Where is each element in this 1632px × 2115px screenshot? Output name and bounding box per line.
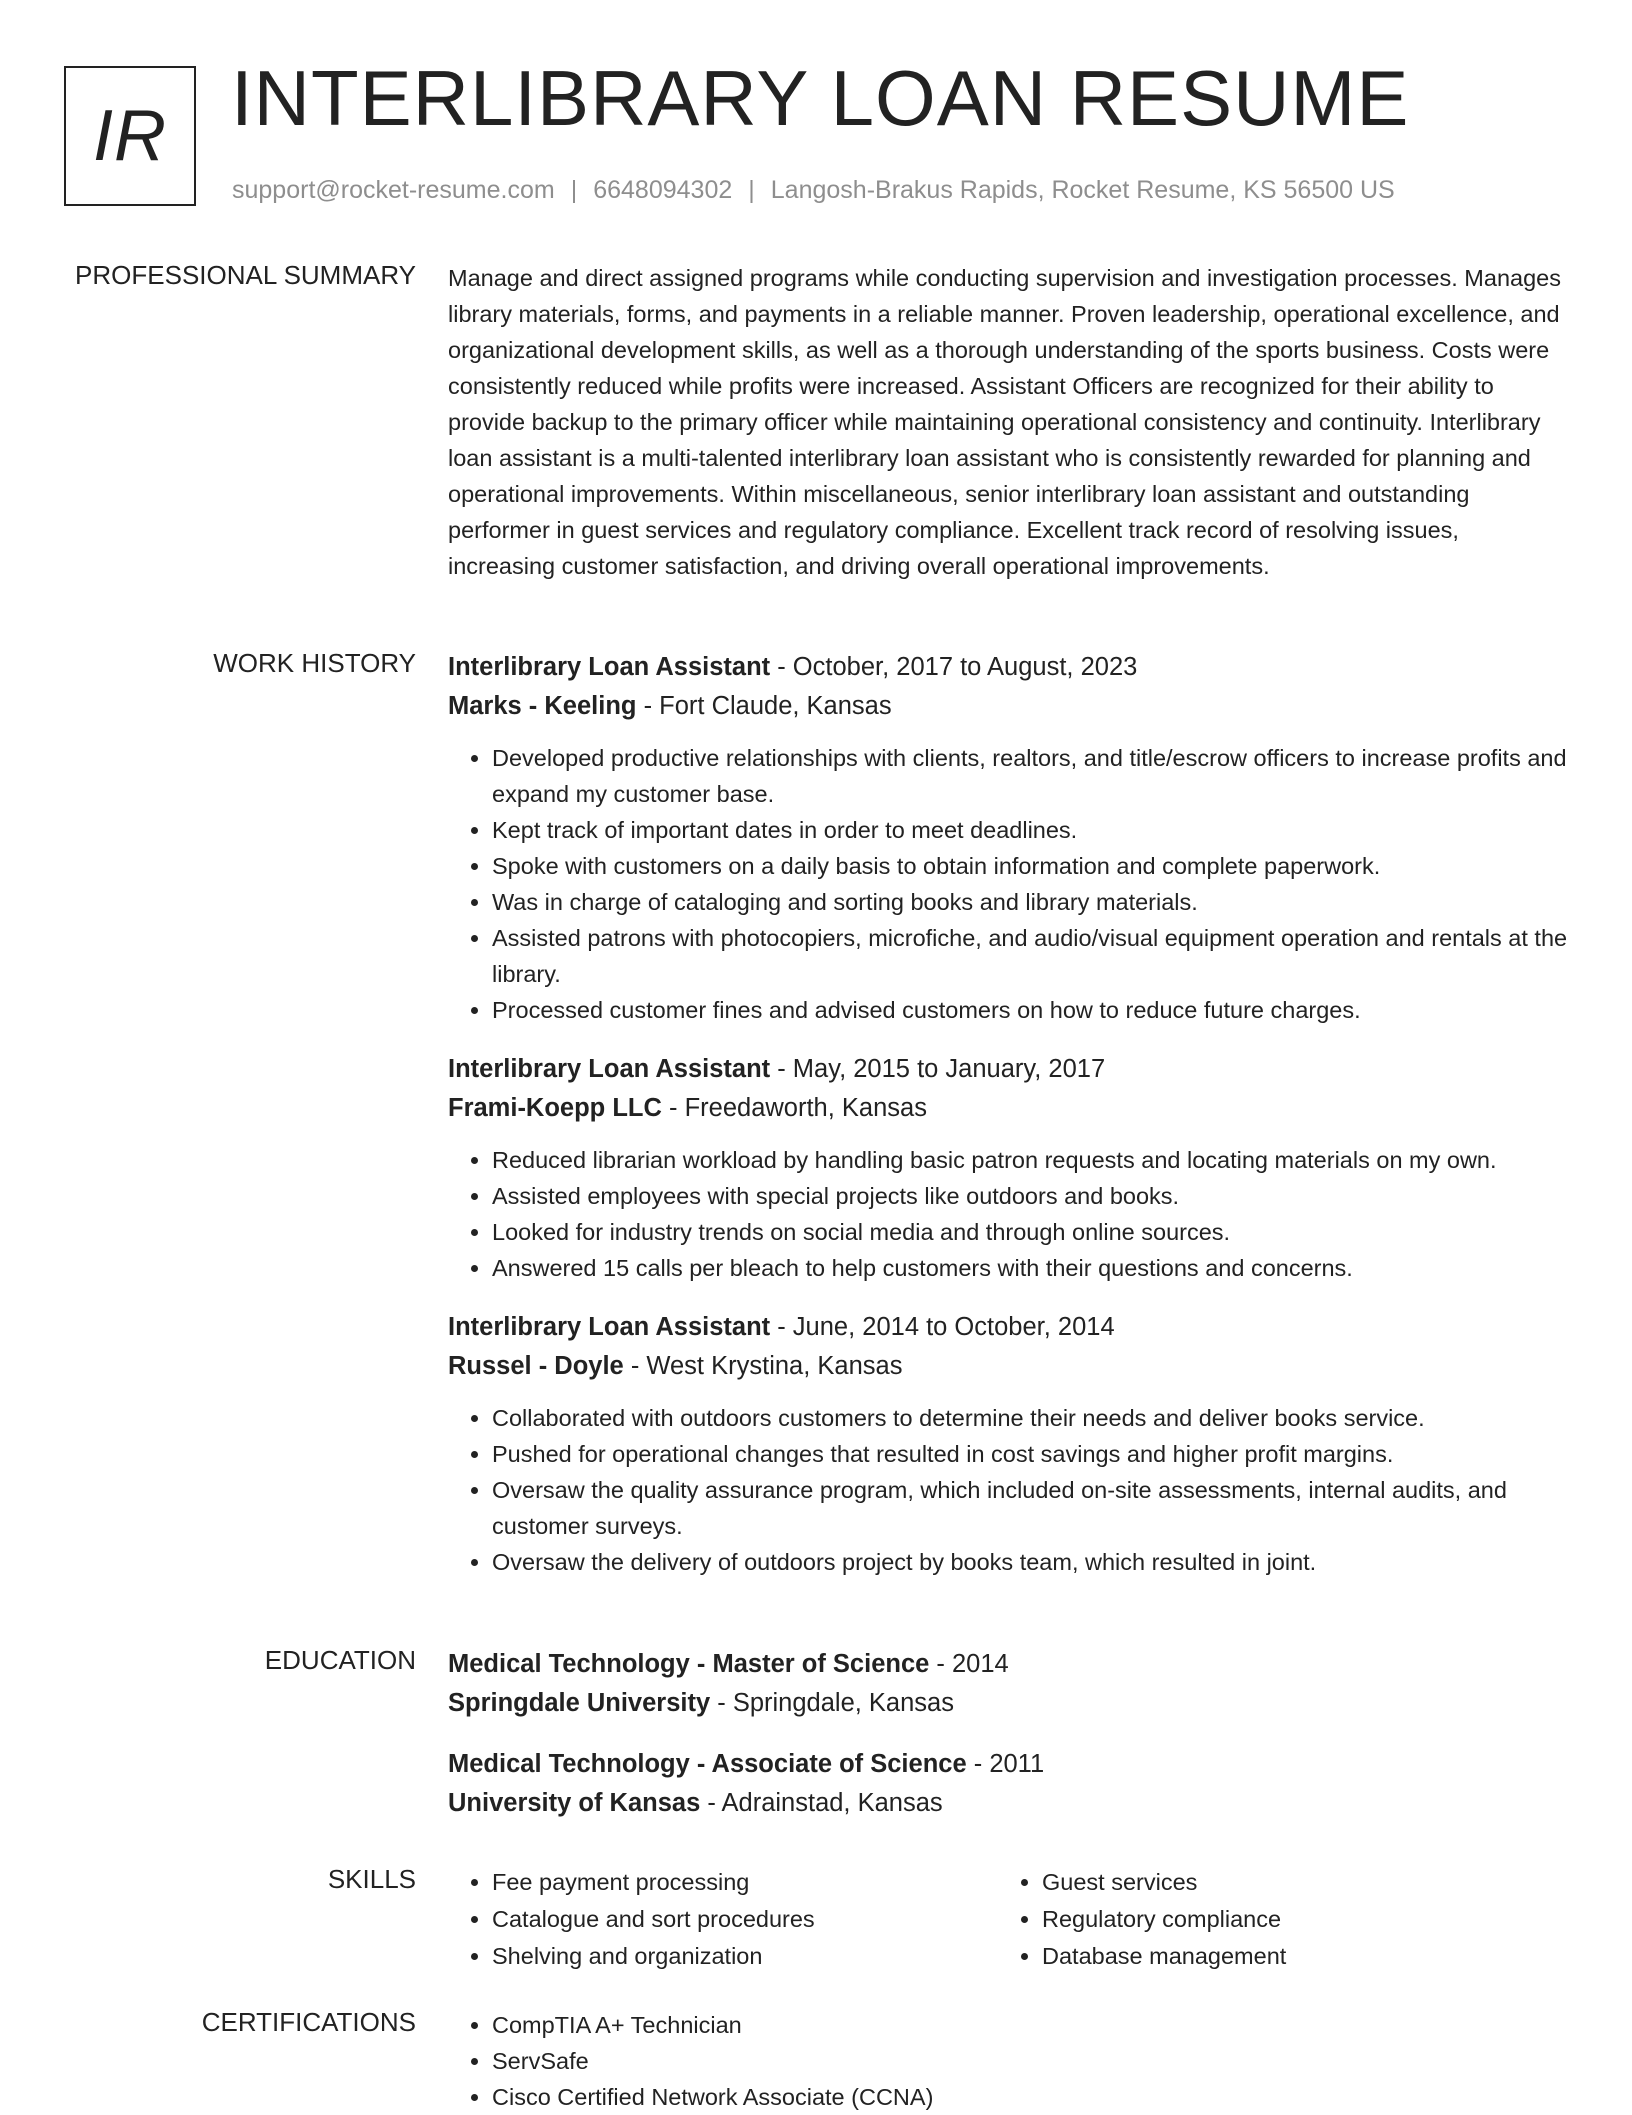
contact-phone[interactable]: 6648094302 [593, 176, 733, 204]
job-bullet: • Oversaw the quality assurance program, which included on-site assessments, internal audits, and customer surveys. [492, 1472, 1568, 1544]
skill-item: • Fee payment processing [492, 1864, 998, 1901]
job-bullet: • Looked for industry trends on social media and through online sources. [492, 1214, 1568, 1250]
job-location: - Freedaworth, Kansas [661, 1094, 927, 1122]
job-bullet: • Kept track of important dates in order to meet deadlines. [492, 812, 1568, 848]
degree-line [448, 1645, 1568, 1684]
job-location: - West Krystina, Kansas [623, 1352, 903, 1380]
job-title-line [448, 1308, 1568, 1347]
skills-grid [448, 1864, 1568, 1975]
skill-item: • Catalogue and sort procedures [492, 1901, 998, 1938]
skills-list-left [448, 1864, 998, 1975]
job-bullet: • Developed productive relationships with clients, realtors, and title/escrow officers to increase profits and expand my customer base. [492, 740, 1568, 812]
contact-separator: | [748, 176, 755, 204]
job-bullet: • Processed customer fines and advised customers on how to reduce future charges. [492, 992, 1568, 1028]
job-company-line [448, 687, 1568, 726]
education-entry [448, 1745, 1568, 1823]
skill-item: • Database management [1042, 1938, 1548, 1975]
contact-line [232, 176, 1395, 205]
job-entry [448, 1050, 1568, 1286]
job-dates: - June, 2014 to October, 2014 [770, 1313, 1115, 1341]
job-title: Interlibrary Loan Assistant [448, 1313, 771, 1341]
contact-address: Langosh-Brakus Rapids, Rocket Resume, KS 56500 US [770, 176, 1395, 204]
school-location: - Springdale, Kansas [710, 1689, 954, 1717]
job-bullets [448, 740, 1568, 1028]
job-bullet: • Was in charge of cataloging and sorting books and library materials. [492, 884, 1568, 920]
job-bullets [448, 1400, 1568, 1580]
skills-list-right [998, 1864, 1548, 1975]
degree-line [448, 1745, 1568, 1784]
job-bullet: • Assisted employees with special projects like outdoors and books. [492, 1178, 1568, 1214]
skill-item: • Shelving and organization [492, 1938, 998, 1975]
skill-item: • Regulatory compliance [1042, 1901, 1548, 1938]
job-company: Frami-Koepp LLC [448, 1094, 662, 1122]
job-bullet: • Pushed for operational changes that resulted in cost savings and higher profit margins. [492, 1436, 1568, 1472]
job-bullet: • Assisted patrons with photocopiers, microfiche, and audio/visual equipment operation and rentals at the library. [492, 920, 1568, 992]
section-label-skills: SKILLS [327, 1864, 416, 1894]
section-label-education: EDUCATION [264, 1645, 416, 1675]
certification-item: • Cisco Certified Network Associate (CCNA) [492, 2079, 1568, 2115]
section-label-summary: PROFESSIONAL SUMMARY [75, 260, 416, 290]
school-location: - Adrainstad, Kansas [700, 1789, 943, 1817]
monogram-badge: IR [64, 66, 196, 206]
degree-year: - 2011 [966, 1750, 1045, 1778]
skill-item: • Guest services [1042, 1864, 1548, 1901]
certification-item: • ServSafe [492, 2043, 1568, 2079]
job-company: Russel - Doyle [448, 1352, 624, 1380]
section-label-work-history: WORK HISTORY [213, 648, 416, 678]
contact-email[interactable]: support@rocket-resume.com [232, 176, 555, 204]
job-title-line [448, 648, 1568, 687]
job-company-line [448, 1347, 1568, 1386]
certifications-list [448, 2007, 1568, 2115]
degree-year: - 2014 [929, 1650, 1009, 1678]
job-title: Interlibrary Loan Assistant [448, 1055, 771, 1083]
job-bullet: • Reduced librarian workload by handling basic patron requests and locating materials on my own. [492, 1142, 1568, 1178]
job-bullets [448, 1142, 1568, 1286]
contact-separator: | [570, 176, 578, 204]
degree: Medical Technology - Associate of Science [448, 1750, 967, 1778]
job-bullet: • Spoke with customers on a daily basis to obtain information and complete paperwork. [492, 848, 1568, 884]
job-bullet: • Collaborated with outdoors customers to determine their needs and deliver books service. [492, 1400, 1568, 1436]
job-title-line [448, 1050, 1568, 1089]
job-location: - Fort Claude, Kansas [636, 692, 892, 720]
school: University of Kansas [448, 1789, 701, 1817]
degree: Medical Technology - Master of Science [448, 1650, 930, 1678]
summary-text: Manage and direct assigned programs while conducting supervision and investigation processes. Manages library materials, forms, and payments in a reliable manner. Proven leadership, operational excellence, and organizational development skills, as well as a thorough understanding of the sports business. Costs were consistently reduced while profits were increased. Assistant Officers are recognized for their ability to provide backup to the primary officer while maintaining operational consistency and continuity. Interlibrary loan assistant is a multi-talented interlibrary loan assistant who is consistently rewarded for planning and operational improvements. Within miscellaneous, senior interlibrary loan assistant and outstanding performer in guest services and regulatory compliance. Excellent track record of resolving issues, increasing customer satisfaction, and driving overall operational improvements. [448, 265, 1561, 579]
job-bullet: • Answered 15 calls per bleach to help customers with their questions and concerns. [492, 1250, 1568, 1286]
job-entry [448, 648, 1568, 1028]
school-line [448, 1684, 1568, 1723]
job-company: Marks - Keeling [448, 692, 637, 720]
school: Springdale University [448, 1689, 711, 1717]
education-entry [448, 1645, 1568, 1723]
job-entry [448, 1308, 1568, 1580]
job-dates: - October, 2017 to August, 2023 [770, 653, 1138, 681]
resume-title: INTERLIBRARY LOAN RESUME [231, 54, 1410, 142]
job-dates: - May, 2015 to January, 2017 [770, 1055, 1106, 1083]
job-title: Interlibrary Loan Assistant [448, 653, 771, 681]
section-label-certifications: CERTIFICATIONS [201, 2007, 416, 2037]
job-company-line [448, 1089, 1568, 1128]
job-bullet: • Oversaw the delivery of outdoors project by books team, which resulted in joint. [492, 1544, 1568, 1580]
school-line [448, 1784, 1568, 1823]
certification-item: • CompTIA A+ Technician [492, 2007, 1568, 2043]
